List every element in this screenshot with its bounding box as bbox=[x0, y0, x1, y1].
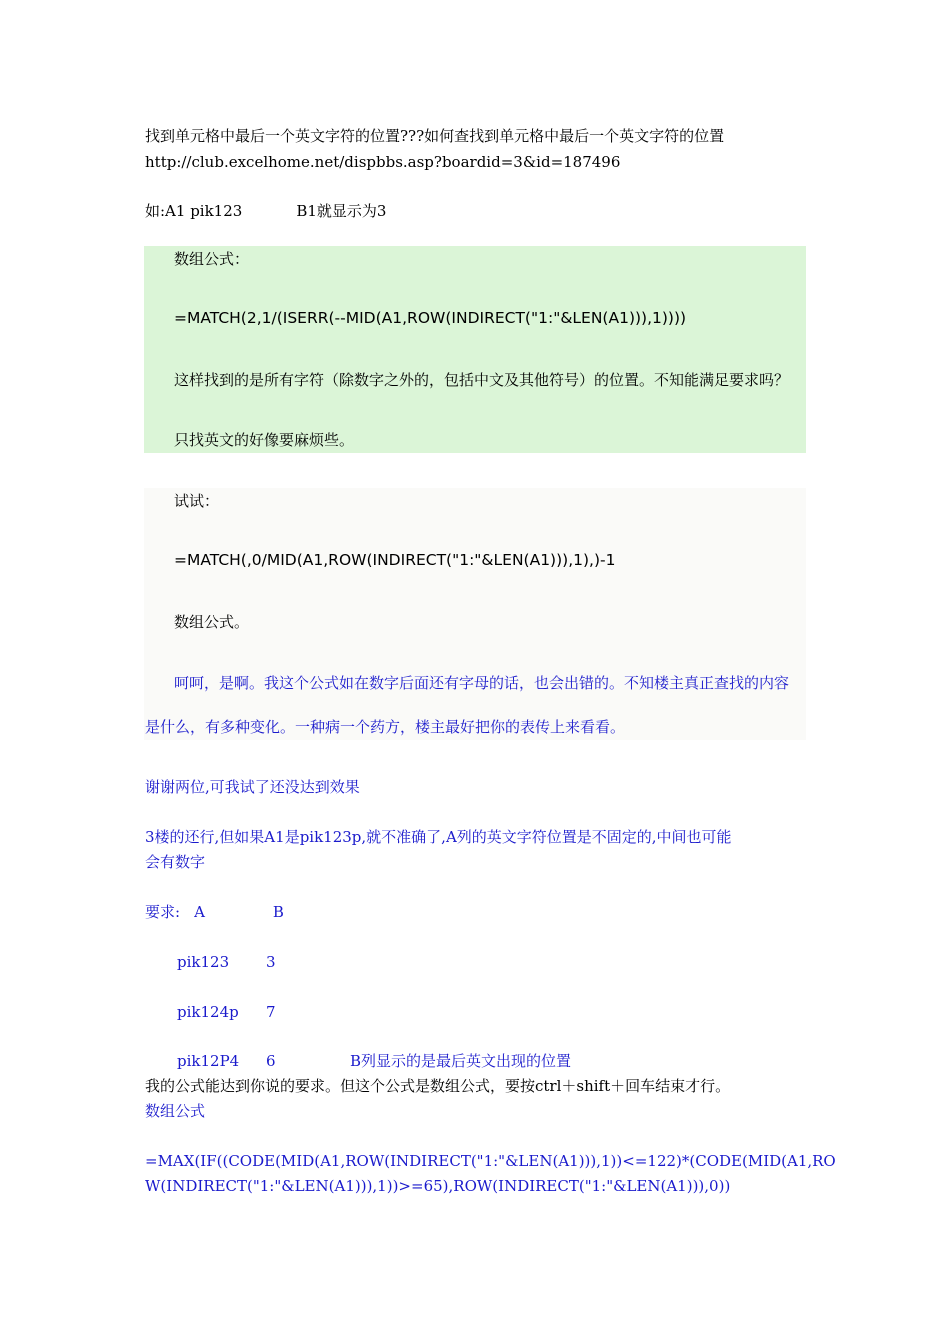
floor3-line2: 会有数字 bbox=[145, 853, 206, 871]
column-a-header: A bbox=[194, 903, 205, 921]
source-url: http://club.excelhome.net/dispbbs.asp?boardid=3&id=187496 bbox=[145, 153, 621, 171]
row-a-value: pik12P4 bbox=[177, 1052, 240, 1070]
answer-formula-line2: W(INDIRECT("1:"&LEN(A1))),1))>=65),ROW(INDIRECT("1:"&LEN(A1))),0)) bbox=[145, 1177, 731, 1195]
reply1-formula: =MATCH(2,1/(ISERR(--MID(A1,ROW(INDIRECT("1:"&LEN(A1))),1)))) bbox=[174, 309, 687, 327]
reply2-comment-line1: 呵呵，是啊。我这个公式如在数字后面还有字母的话，也会出错的。不知楼主真正查找的内容 bbox=[174, 674, 790, 692]
table-row bbox=[177, 1049, 571, 1073]
row-b-value: 6 bbox=[266, 1052, 276, 1070]
floor3-line1: 3楼的还行,但如果A1是pik123p,就不准确了,A列的英文字符位置是不固定的,中间也可能 bbox=[145, 828, 732, 846]
row-note: B列显示的是最后英文出现的位置 bbox=[350, 1052, 572, 1070]
thanks-line: 谢谢两位,可我试了还没达到效果 bbox=[145, 778, 360, 796]
answer-label: 数组公式 bbox=[145, 1102, 206, 1120]
example-left: 如:A1 pik123 bbox=[145, 202, 243, 220]
reply2-comment-line2: 是什么，有多种变化。一种病一个药方，楼主最好把你的表传上来看看。 bbox=[145, 718, 626, 736]
reply1-note2: 只找英文的好像要麻烦些。 bbox=[174, 431, 355, 449]
requirement-label: 要求: bbox=[145, 903, 181, 921]
table-row bbox=[177, 1000, 276, 1024]
row-a-value: pik124p bbox=[177, 1003, 239, 1021]
requirement-header bbox=[145, 900, 284, 924]
title-line: 找到单元格中最后一个英文字符的位置???如何查找到单元格中最后一个英文字符的位置 bbox=[145, 127, 725, 145]
row-b-value: 7 bbox=[266, 1003, 276, 1021]
table-row bbox=[177, 950, 276, 974]
row-b-value: 3 bbox=[266, 953, 276, 971]
reply1-note: 这样找到的是所有字符（除数字之外的，包括中文及其他符号）的位置。不知能满足要求吗？ bbox=[174, 371, 790, 389]
example-line bbox=[145, 199, 386, 223]
column-b-header: B bbox=[272, 903, 284, 921]
row-a-value: pik123 bbox=[177, 953, 230, 971]
example-right: B1就显示为3 bbox=[296, 202, 387, 220]
reply-box-1 bbox=[144, 246, 806, 453]
reply2-note: 数组公式。 bbox=[174, 613, 250, 631]
reply2-label: 试试： bbox=[174, 492, 220, 510]
answer-formula-line1: =MAX(IF((CODE(MID(A1,ROW(INDIRECT("1:"&LEN(A1))),1))<=122)*(CODE(MID(A1,RO bbox=[145, 1152, 836, 1170]
reply2-formula: =MATCH(,0/MID(A1,ROW(INDIRECT("1:"&LEN(A1))),1),)-1 bbox=[174, 551, 616, 569]
answer-line: 我的公式能达到你说的要求。但这个公式是数组公式，要按ctrl＋shift＋回车结束才行。 bbox=[145, 1077, 731, 1095]
reply1-label: 数组公式： bbox=[174, 250, 250, 268]
